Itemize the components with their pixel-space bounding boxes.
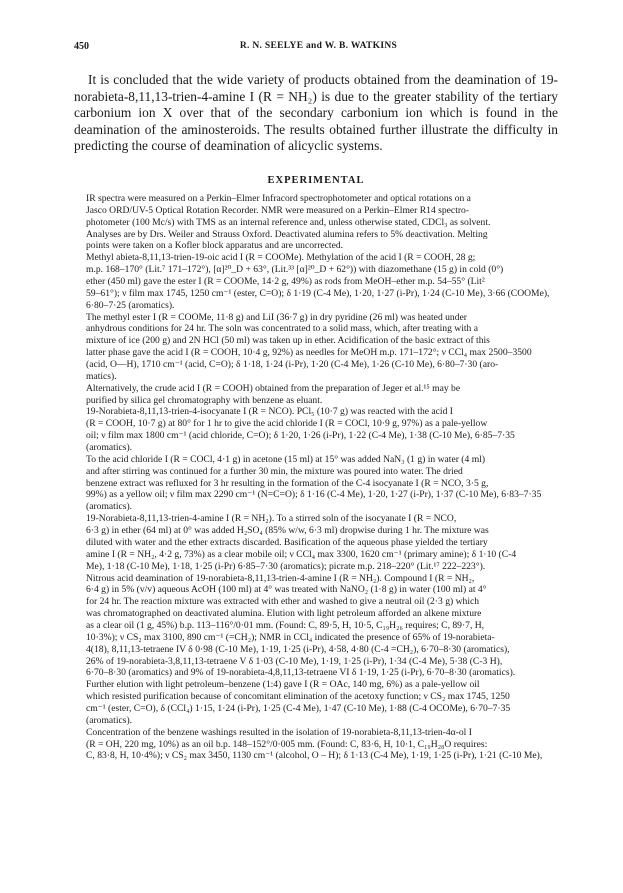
text-line: Alternatively, the crude acid I (R = COOH) obtained from the preparation of Jeger et al.¹⁵ may be (86, 382, 461, 394)
text-line: 4(18), 8,11,13-tetraene IV δ 0·98 (C-10 Me), 1·19, 1·25 (i-Pr), 4·58, 4·80 (C-4 =CH₂), 6·70–8·30 (aromatics), (86, 643, 510, 655)
text-line: Me), 1·18 (C-10 Me), 1·18, 1·25 (i-Pr) 6·85–7·30 (aromatics); picrate m.p. 218–220° (Lit.¹⁷ 222–223°). (86, 560, 486, 572)
text-line: 6·80–7·25 (aromatics). (86, 299, 175, 311)
text-line: anhydrous conditions for 24 hr. The soln was concentrated to a solid mass, which, after treating with a (86, 323, 479, 335)
text-line: The methyl ester I (R = COOMe, 11·8 g) and LiI (36·7 g) in dry pyridine (26 ml) was heated under (86, 311, 467, 323)
text-line: 26% of 19-norabieta-3,8,11,13-tetraene V δ 1·03 (C-10 Me), 1·19, 1·25 (i-Pr), 1·34 (C-4 Me), 5·38 (C-3 H), (86, 655, 503, 667)
conclusion-paragraph (74, 72, 558, 155)
text-line: 6·3 g) in ether (64 ml) at 0° was added H₂SO₄ (85% w/w, 6·3 ml) dropwise during 1 hr. The mixture was (86, 525, 489, 537)
text-line: matics). (86, 370, 117, 382)
text-line: mixture of ice (200 g) and 2N HCl (50 ml) was taken up in ether. Acidification of the basic extract of this (86, 335, 490, 347)
text-line: (aromatics). (86, 442, 133, 454)
text-line: photometer (100 Mc/s) with TMS as an internal reference and, unless otherwise stated, CDCl₃ as solvent. (86, 216, 491, 228)
text-line: 6·4 g) in 5% (v/v) aqueous AcOH (100 ml) at 4° was treated with NaNO₂ (1·8 g) in water (100 ml) at 4° (86, 584, 487, 596)
page-number: 450 (74, 41, 89, 52)
text-line: ether (450 ml) gave the ester I (R = COOMe, 14·2 g, 49%) as rods from MeOH–ether m.p. 54–55° (Lit² (86, 276, 485, 288)
text-line: Further elution with light petroleum–benzene (1:4) gave I (R = OAc, 140 mg, 6%) as a pale-yellow oil (86, 679, 480, 691)
text-line: of 19-norabieta-8,11,13-trien-4-amine I (R = NH₂) is due to the greater stability of (74, 72, 558, 104)
experimental-paragraph (74, 679, 558, 726)
text-line: Nitrous acid deamination of 19-norabieta-8,11,13-trien-4-amine I (R = NH₂). Compound I (R = NH₂, (86, 572, 475, 584)
experimental-paragraph (74, 454, 558, 513)
text-line: (R = COOH, 10·7 g) at 80° for 1 hr to give the acid chloride I (R = COCl, 10·9 g, 97%) as a pale-yellow (86, 418, 488, 430)
text-line: and after stirring was continued for a further 30 min, the mixture was poured into water. The dried (86, 465, 463, 477)
text-line: points were taken on a Kofler block apparatus and are uncorrected. (86, 240, 344, 252)
text-line: 59–61°); ν film max 1745, 1250 cm⁻¹ (ester, C=O); δ 1·19 (C-4 Me), 1·20, 1·27 (i-Pr), 1·24 (C-10 Me), 3·66 (COOMe), (86, 287, 550, 299)
text-line: 19-Norabieta-8,11,13-trien-4-isocyanate I (R = NCO). PCl₅ (10·7 g) was reacted with the acid I (86, 406, 453, 418)
text-line: cm⁻¹ (ester, C=O), δ (CCl₄) 1·15, 1·24 (i-Pr), 1·25 (C-4 Me), 1·47 (C-10 Me), 1·88 (C-4 OCOMe), 6·70–7·35 (86, 702, 511, 714)
experimental-paragraph (74, 383, 558, 407)
text-line: benzene extract was refluxed for 3 hr resulting in the formation of the C-4 isocyanate I (R = NCO, 3·5 g, (86, 477, 489, 489)
text-line: Methyl abieta-8,11,13-trien-19-oic acid I (R = COOMe). Methylation of the acid I (R = COOH, 28 g; (86, 252, 476, 264)
experimental-paragraph (74, 573, 558, 680)
text-line: oil; ν film max 1800 cm⁻¹ (acid chloride, C=O); δ 1·20, 1·26 (i-Pr), 1·22 (C-4 Me), 1·38 (C-10 Me), 6·85–7·35 (86, 430, 515, 442)
text-line: amine I (R = NH₂, 4·2 g, 73%) as a clear mobile oil; ν CCl₄ max 3300, 1620 cm⁻¹ (primary amine); δ 1·10 (C-4 (86, 548, 517, 560)
experimental-paragraph (74, 406, 558, 453)
text-line: C, 83·8, H, 10·4%); ν CS₂ max 3450, 1130 cm⁻¹ (alcohol, O – H); δ 1·13 (C-4 Me), 1·19, 1·25 (i-Pr), 1·21 (C-10 Me), (86, 750, 543, 762)
experimental-body (74, 193, 558, 762)
experimental-paragraph (74, 727, 558, 763)
text-line: IR spectra were measured on a Perkin–Elmer Infracord spectrophotometer and optical rotations on a (86, 193, 471, 204)
text-line: purified by silica gel chromatography with benzene as eluant. (86, 394, 323, 406)
experimental-paragraph (74, 312, 558, 383)
text-line: 10·3%); ν CS₂ max 3100, 890 cm⁻¹ (=CH₂); NMR in CCl₄ indicated the presence of 65% of 19-norabieta- (86, 631, 495, 643)
page-header (74, 41, 563, 55)
text-line: (acid, O—H), 1710 cm⁻¹ (acid, C=O); δ 1·18, 1·24 (i-Pr), 1·20 (C-4 Me), 1·26 (C-10 Me), 6·80–7·30 (aro- (86, 359, 499, 371)
text-line: the tertiary carbonium ion X over that of the secondary carbonium ion which is (74, 88, 558, 121)
text-line: Jasco ORD/UV-5 Optical Rotation Recorder. NMR were measured on a Perkin–Elmer R14 spectro- (86, 204, 470, 216)
text-line: was chromatographed on deactivated alumina. Elution with light petroleum afforded an alkene mixture (86, 608, 482, 620)
text-line: diluted with water and the ether extracts discarded. Basification of the aqueous phase yielded the tertiary (86, 536, 488, 548)
text-line: (R = OH, 220 mg, 10%) as an oil b.p. 148–152°/0·005 mm. (Found: C, 83·6, H, 10·1, C₁₉H₂₈O requires: (86, 738, 488, 750)
text-line: for 24 hr. The reaction mixture was extracted with ether and washed to give a neutral oil (2·3 g) which (86, 596, 480, 608)
experimental-paragraph (74, 513, 558, 572)
text-line: as a clear oil (1 g, 45%) b.p. 113–116°/0·01 mm. (Found: C, 89·5, H, 10·5, C₁₉H₂₆ requires; C, 89·7, H, (86, 619, 485, 631)
text-line: found in the deamination of the aminosteroids. The results obtained further illustrate (74, 105, 558, 137)
section-heading: EXPERIMENTAL (267, 175, 365, 186)
text-line: which resisted purification because of concomitant elimination of the acetoxy function; ν CS₂ max 1745, 1250 (86, 691, 510, 703)
experimental-paragraph (74, 252, 558, 311)
text-line: m.p. 168–170° (Lit.⁷ 171–172°), [α]²⁰_D + 63°, (Lit.³³ [α]²⁰_D + 62°)) with diazomethane (15 g) in cold (0°) (86, 264, 504, 276)
text-line: It is concluded that the wide variety of products obtained from the deamination (88, 72, 521, 87)
text-line: 19-Norabieta-8,11,13-trien-4-amine I (R = NH₂). To a stirred soln of the isocyanate I (R = NCO, (86, 513, 457, 525)
text-line: 99%) as a yellow oil; ν film max 2290 cm⁻¹ (N=C=O); δ 1·16 (C-4 Me), 1·20, 1·27 (i-Pr), 1·37 (C-10 Me), 6·83–7·35 (86, 489, 542, 501)
text-line: (aromatics). (86, 714, 133, 726)
experimental-paragraph (74, 193, 558, 252)
text-line: the difficulty in predicting the course of deamination of alicyclic systems. (74, 121, 558, 154)
text-line: latter phase gave the acid I (R = COOH, 10·4 g, 92%) as needles for MeOH m.p. 171–172°; ν CCl₄ max 2500–3500 (86, 347, 532, 359)
text-line: 6·70–8·30 (aromatics) and 9% of 19-norabieta-4,8,11,13-tetraene VI δ 1·19, 1·25 (i-Pr), 6·70–8·30 (aromatics). (86, 667, 516, 679)
text-line: Analyses are by Drs. Weiler and Strauss Oxford. Deactivated alumina refers to 5% deactivation. Melting (86, 228, 488, 240)
running-head: R. N. SEELYE and W. B. WATKINS (239, 41, 398, 51)
text-line: (aromatics). (86, 501, 133, 513)
text-line: To the acid chloride I (R = COCl, 4·1 g) in acetone (15 ml) at 15° was added NaN₃ (1 g) in water (4 ml) (86, 453, 486, 465)
text-line: Concentration of the benzene washings resulted in the isolation of 19-norabieta-8,11,13-trien-4α-ol I (86, 726, 472, 738)
